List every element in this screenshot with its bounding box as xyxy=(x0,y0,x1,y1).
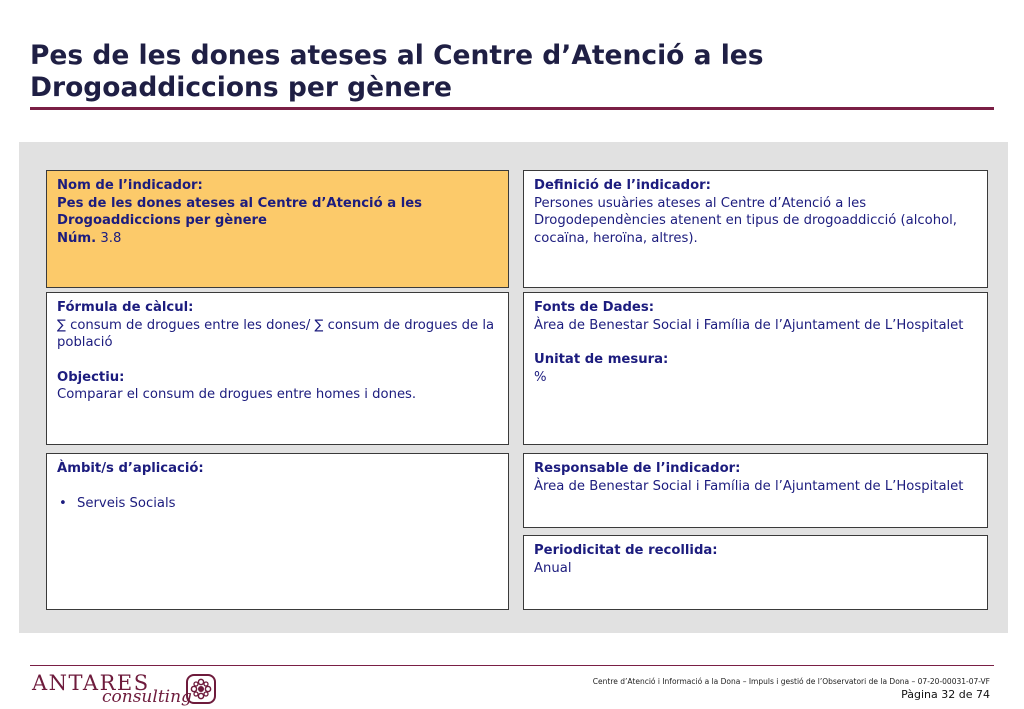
periodicity-box xyxy=(523,535,988,610)
definition-value: Persones usuàries ateses al Centre d’Atenció a les Drogodependències atenent en tipus de drogoaddicció (alcohol, cocaïna, heroïna, altres). xyxy=(534,195,957,246)
document-reference: Centre d’Atenció i Informació a la Dona – Impuls i gestió de l’Observatori de la Dona – 07-20-00031-07-VF xyxy=(592,677,990,686)
responsible-label: Responsable de l’indicador: xyxy=(534,461,741,476)
definition-box xyxy=(523,170,988,288)
page-number: Pàgina 32 de 74 xyxy=(901,688,990,701)
unit-value: % xyxy=(534,369,547,385)
indicator-number xyxy=(57,230,498,248)
indicator-name-box xyxy=(46,170,509,288)
responsible-value: Àrea de Benestar Social i Família de l’Ajuntament de L’Hospitalet xyxy=(534,478,964,494)
formula-value: ∑ consum de drogues entre les dones/ ∑ consum de drogues de la població xyxy=(57,317,495,350)
scope-box xyxy=(46,453,509,610)
list-item xyxy=(57,495,498,513)
definition-label: Definició de l’indicador: xyxy=(534,178,711,193)
logo-wordmark: ANTARES xyxy=(32,671,150,695)
footer-divider xyxy=(30,665,994,666)
responsible-box xyxy=(523,453,988,528)
unit-label: Unitat de mesura: xyxy=(534,352,669,367)
flower-logo-icon xyxy=(186,674,216,704)
indicator-number-label: Núm. xyxy=(57,230,97,246)
periodicity-value: Anual xyxy=(534,560,572,576)
formula-box xyxy=(46,292,509,445)
data-sources-value: Àrea de Benestar Social i Família de l’Ajuntament de L’Hospitalet xyxy=(534,317,964,333)
title-divider xyxy=(30,107,994,110)
scope-item: Serveis Socials xyxy=(77,495,176,511)
indicator-name-label: Nom de l’indicador: xyxy=(57,178,203,193)
bullet-icon: • xyxy=(59,495,67,511)
scope-label: Àmbit/s d’aplicació: xyxy=(57,461,204,476)
indicator-name-value: Pes de les dones ateses al Centre d’Atenció a les Drogoaddiccions per gènere xyxy=(57,195,423,228)
objective-value: Comparar el consum de drogues entre homes i dones. xyxy=(57,387,417,402)
data-sources-label: Fonts de Dades: xyxy=(534,300,654,315)
data-sources-box xyxy=(523,292,988,445)
objective-label: Objectiu: xyxy=(57,369,125,385)
antares-logo xyxy=(32,671,222,707)
page-title: Pes de les dones ateses al Centre d’Atenció a les Drogoaddiccions per gènere xyxy=(30,40,764,103)
periodicity-label: Periodicitat de recollida: xyxy=(534,543,718,558)
formula-label: Fórmula de càlcul: xyxy=(57,300,194,315)
logo-subtitle: consulting xyxy=(102,687,192,707)
indicator-number-value: 3.8 xyxy=(100,230,122,246)
